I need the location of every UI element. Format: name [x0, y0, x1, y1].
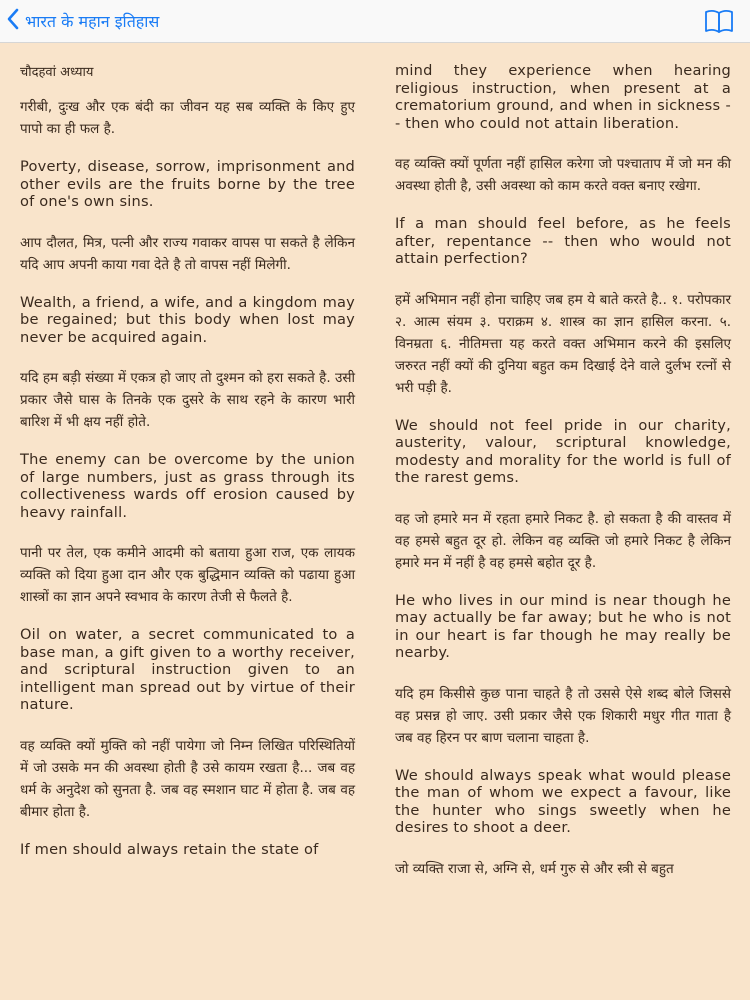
english-paragraph: We should not feel pride in our charity, austerity, valour, scriptural knowledge, modesty and morality for the world is full of the rarest gems. [395, 416, 731, 486]
hindi-paragraph: वह व्यक्ति क्यों पूर्णता नहीं हासिल करेगा जो पश्चाताप में जो मन की अवस्था होती है, उसी अवस्था को काम करते वक्त बनाए रखेगा. [395, 156, 731, 194]
english-paragraph: mind they experience when hearing religious instruction, when present at a crematorium ground, and when in sickness -- then who could not attain liberation. [395, 62, 731, 132]
hindi-paragraph: पानी पर तेल, एक कमीने आदमी को बताया हुआ राज, एक लायक व्यक्ति को दिया हुआ दान और एक बुद्धिमान व्यक्ति को पढाया हुआ शास्त्रों का ज्ञान अपने स्वभाव के कारण तेजी से फैलते है. [20, 545, 355, 605]
chevron-left-icon [6, 8, 20, 34]
right-column [395, 62, 731, 898]
english-paragraph: If a man should feel before, as he feels after, repentance -- then who would not attain perfection? [395, 215, 731, 267]
english-paragraph: The enemy can be overcome by the union of large numbers, just as grass through its collectiveness wards off erosion caused by heavy rainfall. [20, 451, 355, 521]
back-button[interactable] [6, 6, 159, 36]
hindi-paragraph: यदि हम बड़ी संख्या में एकत्र हो जाए तो दुश्मन को हरा सकते है. उसी प्रकार जैसे घास के तिनके एक दुसरे के साथ रहने के कारण भारी बारिश में भी क्षय नहीं होते. [20, 370, 355, 430]
hindi-paragraph: गरीबी, दुःख और एक बंदी का जीवन यह सब व्यक्ति के किए हुए पापो का ही फल है. [20, 99, 355, 137]
english-paragraph: If men should always retain the state of [20, 840, 319, 858]
hindi-paragraph: वह व्यक्ति क्यों मुक्ति को नहीं पायेगा जो निम्न लिखित परिस्थितियों में जो उसके मन की अवस्था होती है उसे कायम रखता है... जब वह धर्म के अनुदेश को सुनता है. जब वह स्मशान घाट में होता है. जब वह बीमार होता है. [20, 737, 355, 820]
book-icon[interactable] [704, 8, 734, 34]
hindi-paragraph: जो व्यक्ति राजा से, अग्नि से, धर्म गुरु से और स्त्री से बहुत [395, 860, 674, 877]
english-paragraph: Oil on water, a secret communicated to a base man, a gift given to a worthy receiver, and scriptural instruction given to an intelligent man spread out by virtue of their nature. [20, 626, 355, 713]
navigation-bar [0, 0, 750, 43]
english-paragraph: Poverty, disease, sorrow, imprisonment and other evils are the fruits borne by the tree of one's own sins. [20, 158, 355, 210]
hindi-paragraph: हमें अभिमान नहीं होना चाहिए जब हम ये बाते करते है.. १. परोपकार २. आत्म संयम ३. पराक्रम ४. शास्त्र का ज्ञान हासिल करना. ५. विनम्रता ६. नीतिमत्ता यह करते वक्त अभिमान करने की इसलिए जरुरत नहीं क्यों की दुनिया बहुत कम दिखाई देने वाले दुर्लभ रत्नों से भरी पड़ी है. [395, 291, 731, 396]
back-button-label: भारत के महान इतिहास [25, 12, 160, 31]
english-paragraph: We should always speak what would please the man of whom we expect a favour, like the hunter who sings sweetly when he desires to shoot a deer. [395, 766, 731, 836]
english-paragraph: He who lives in our mind is near though he may actually be far away; but he who is not in our heart is far though he may really be nearby. [395, 591, 731, 661]
left-column [20, 62, 355, 879]
hindi-paragraph: वह जो हमारे मन में रहता हमारे निकट है. हो सकता है की वास्तव में वह हमसे बहुत दूर हो. लेकिन वह व्यक्ति जो हमारे निकट है लेकिन हमारे मन में नहीं है वह हमसे बहोत दूर है. [395, 510, 731, 571]
hindi-paragraph: यदि हम किसीसे कुछ पाना चाहते है तो उससे ऐसे शब्द बोले जिससे वह प्रसन्न हो जाए. उसी प्रकार जैसे एक शिकारी मधुर गीत गाता है जब वह हिरन पर बाण चलाना चाहता है. [395, 685, 731, 746]
reader-content [0, 62, 750, 1000]
chapter-title: चौदहवां अध्याय [20, 65, 94, 80]
english-paragraph: Wealth, a friend, a wife, and a kingdom may be regained; but this body when lost may never be acquired again. [20, 293, 355, 346]
hindi-paragraph: आप दौलत, मित्र, पत्नी और राज्य गवाकर वापस पा सकते है लेकिन यदि आप अपनी काया गवा देते है तो वापस नहीं मिलेगी. [20, 234, 355, 273]
